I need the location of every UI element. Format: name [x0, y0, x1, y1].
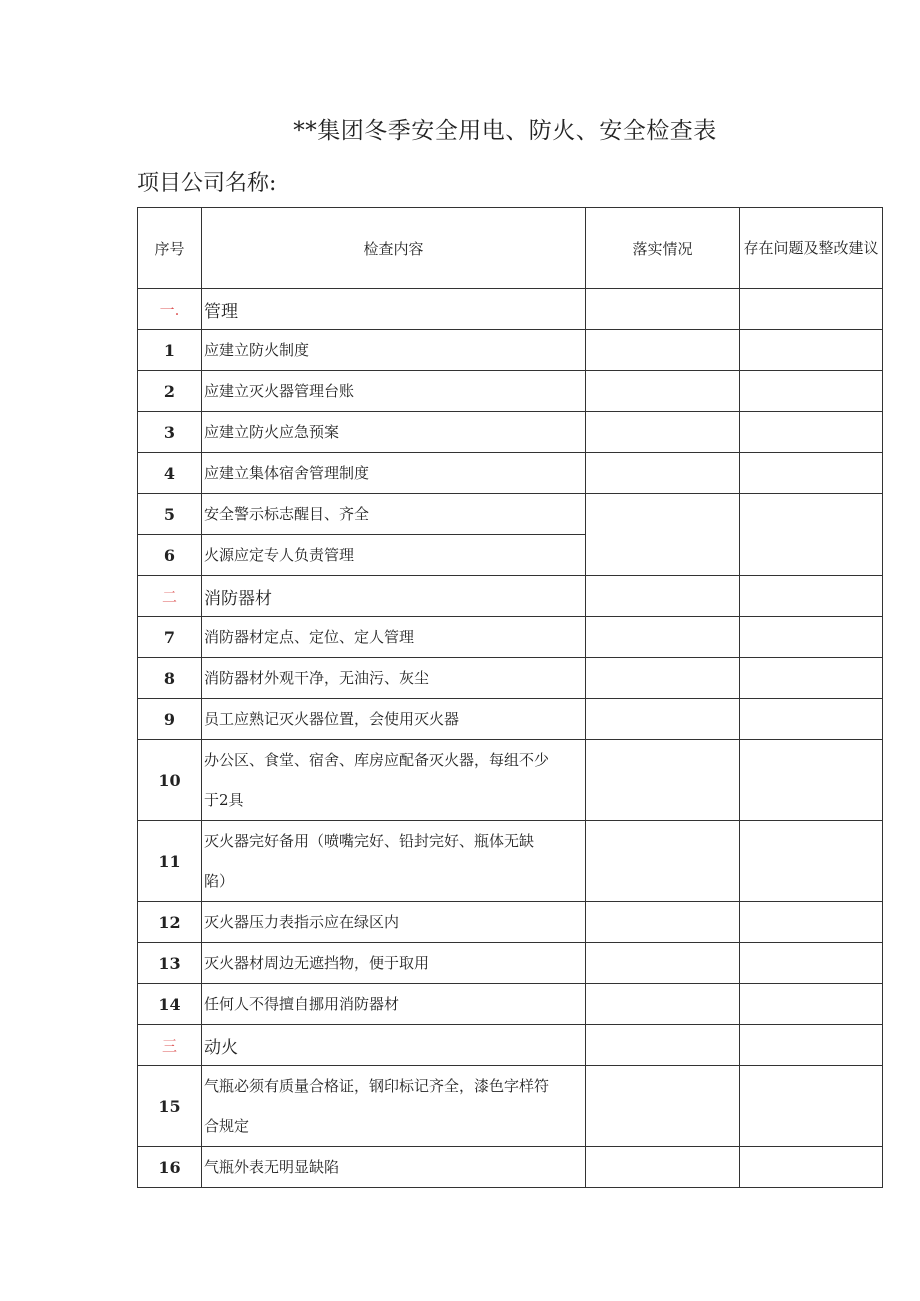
- item-number: 13: [138, 943, 202, 984]
- item-content: 办公区、食堂、宿舍、库房应配备灭火器，每组不少于2具: [202, 740, 586, 821]
- section-title: 动火: [202, 1025, 586, 1066]
- issues-cell[interactable]: [740, 943, 883, 984]
- status-cell[interactable]: [586, 617, 740, 658]
- status-cell[interactable]: [586, 699, 740, 740]
- issues-cell[interactable]: [740, 1066, 883, 1147]
- table-row: [138, 1066, 883, 1147]
- item-number: 8: [138, 658, 202, 699]
- status-cell[interactable]: [586, 453, 740, 494]
- status-cell[interactable]: [586, 330, 740, 371]
- table-row: [138, 412, 883, 453]
- page-title: **集团冬季安全用电、防火、安全检查表: [293, 118, 717, 144]
- item-number: 14: [138, 984, 202, 1025]
- section-row: [138, 576, 883, 617]
- issues-cell[interactable]: [740, 699, 883, 740]
- issues-cell[interactable]: [740, 658, 883, 699]
- table-row: [138, 371, 883, 412]
- issues-cell[interactable]: [740, 740, 883, 821]
- issues-cell[interactable]: [740, 1025, 883, 1066]
- item-content: 气瓶外表无明显缺陷: [202, 1147, 586, 1188]
- section-number: 三: [138, 1025, 202, 1066]
- status-cell[interactable]: [586, 412, 740, 453]
- item-number: 15: [138, 1066, 202, 1147]
- table-row: [138, 330, 883, 371]
- status-cell[interactable]: [586, 1025, 740, 1066]
- issues-cell[interactable]: [740, 617, 883, 658]
- header-seq: 序号: [138, 208, 202, 289]
- table-row: [138, 821, 883, 902]
- inspection-table: [137, 207, 883, 1188]
- table-row: [138, 902, 883, 943]
- status-cell[interactable]: [586, 984, 740, 1025]
- item-content: 气瓶必须有质量合格证，钢印标记齐全，漆色字样符合规定: [202, 1066, 586, 1147]
- issues-cell[interactable]: [740, 289, 883, 330]
- item-content: 消防器材外观干净，无油污、灰尘: [202, 658, 586, 699]
- status-cell[interactable]: [586, 943, 740, 984]
- item-content: 员工应熟记灭火器位置，会使用灭火器: [202, 699, 586, 740]
- item-number: 4: [138, 453, 202, 494]
- status-cell[interactable]: [586, 1066, 740, 1147]
- table-row: [138, 494, 883, 535]
- table-row: [138, 740, 883, 821]
- item-content: 火源应定专人负责管理: [202, 535, 586, 576]
- issues-cell[interactable]: [740, 984, 883, 1025]
- item-content: 灭火器压力表指示应在绿区内: [202, 902, 586, 943]
- table-row: [138, 943, 883, 984]
- section-row: [138, 289, 883, 330]
- issues-cell[interactable]: [740, 453, 883, 494]
- section-row: [138, 1025, 883, 1066]
- item-number: 2: [138, 371, 202, 412]
- item-number: 9: [138, 699, 202, 740]
- item-number: 16: [138, 1147, 202, 1188]
- section-title: 消防器材: [202, 576, 586, 617]
- table-row: [138, 658, 883, 699]
- item-content: 应建立集体宿舍管理制度: [202, 453, 586, 494]
- item-number: 10: [138, 740, 202, 821]
- status-cell[interactable]: [586, 902, 740, 943]
- issues-cell[interactable]: [740, 1147, 883, 1188]
- table-row: [138, 699, 883, 740]
- status-cell[interactable]: [586, 821, 740, 902]
- item-number: 6: [138, 535, 202, 576]
- item-content: 应建立灭火器管理台账: [202, 371, 586, 412]
- table-row: [138, 984, 883, 1025]
- status-cell[interactable]: [586, 289, 740, 330]
- issues-cell[interactable]: [740, 821, 883, 902]
- item-number: 3: [138, 412, 202, 453]
- section-number: 二: [138, 576, 202, 617]
- issues-cell[interactable]: [740, 330, 883, 371]
- item-content: 应建立防火制度: [202, 330, 586, 371]
- item-content: 应建立防火应急预案: [202, 412, 586, 453]
- status-cell[interactable]: [586, 658, 740, 699]
- status-cell[interactable]: [586, 371, 740, 412]
- header-status: 落实情况: [586, 208, 740, 289]
- section-title: 管理: [202, 289, 586, 330]
- item-number: 7: [138, 617, 202, 658]
- issues-cell[interactable]: [740, 412, 883, 453]
- issues-cell[interactable]: [740, 902, 883, 943]
- item-content: 灭火器材周边无遮挡物，便于取用: [202, 943, 586, 984]
- status-cell[interactable]: [586, 740, 740, 821]
- issues-cell[interactable]: [740, 371, 883, 412]
- header-content: 检查内容: [202, 208, 586, 289]
- status-cell[interactable]: [586, 1147, 740, 1188]
- table-row: [138, 1147, 883, 1188]
- item-number: 5: [138, 494, 202, 535]
- item-number: 1: [138, 330, 202, 371]
- item-number: 12: [138, 902, 202, 943]
- item-content: 任何人不得擅自挪用消防器材: [202, 984, 586, 1025]
- item-content: 消防器材定点、定位、定人管理: [202, 617, 586, 658]
- table-header-row: [138, 208, 883, 289]
- item-number: 11: [138, 821, 202, 902]
- table-row: [138, 453, 883, 494]
- status-cell[interactable]: [586, 576, 740, 617]
- item-content: 灭火器完好备用（喷嘴完好、铅封完好、瓶体无缺陷）: [202, 821, 586, 902]
- company-name-label: 项目公司名称:: [137, 171, 277, 196]
- header-issues: 存在问题及整改建议: [740, 208, 883, 289]
- item-content: 安全警示标志醒目、齐全: [202, 494, 586, 535]
- status-cell[interactable]: [586, 494, 740, 576]
- table-row: [138, 617, 883, 658]
- issues-cell[interactable]: [740, 576, 883, 617]
- issues-cell[interactable]: [740, 494, 883, 576]
- section-number: 一.: [138, 289, 202, 330]
